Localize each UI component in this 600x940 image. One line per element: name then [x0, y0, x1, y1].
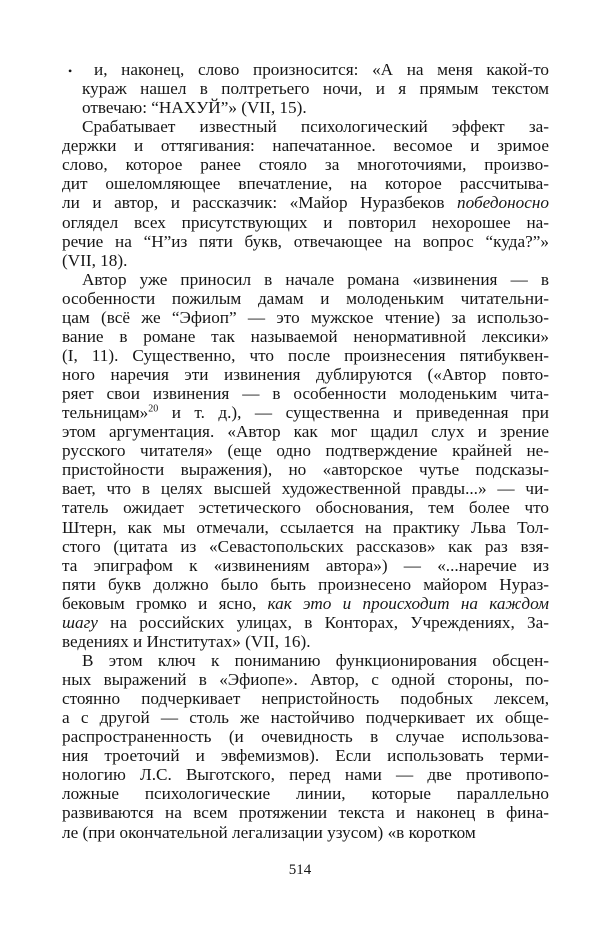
text-segment: и, наконец, слово произносится: «А на меня какой-то — [94, 60, 549, 79]
text-segment: кураж нашел в полтретьего ночи, и я прямым текстом — [82, 79, 549, 99]
text-line — [62, 575, 549, 594]
text-segment: ле (при окончательной легализации узусом) «в коротком — [62, 822, 476, 842]
text-line — [62, 479, 549, 498]
text-segment: оглядел всех присутствующих и повторил нехорошее на- — [62, 212, 549, 232]
text-segment: вание в романе так называемой ненормативной лексики» — [62, 326, 549, 346]
text-line — [62, 613, 549, 632]
text-segment: цам (всё же “Эфиоп” — это мужское чтение) за использо- — [62, 307, 549, 327]
text-line — [62, 384, 549, 403]
text-segment: развиваются на всем протяжении текста и наконец в фина- — [62, 803, 549, 823]
text-line — [62, 346, 549, 365]
text-segment: пяти букв должно было быть произнесено майором Нураз- — [62, 574, 549, 594]
text-line — [62, 308, 549, 327]
text-line — [62, 365, 549, 384]
text-segment: ряет свои извинения — в особенности молоденьким чита- — [62, 384, 549, 404]
text-segment: держки и оттягивания: напечатанное. весомое и зримое — [62, 136, 549, 156]
text-line — [62, 441, 549, 460]
text-segment: слово, которое ранее стояло за многоточиями, произво- — [62, 155, 549, 175]
text-segment: отвечаю: “НАХУЙ”» (VII, 15). — [82, 98, 307, 118]
text-segment: а с другой — столь же настойчиво подчеркивает их обще- — [62, 708, 549, 728]
text-line — [62, 422, 549, 441]
text-segment: дит ошеломляющее впечатление, на которое рассчитыва- — [62, 174, 549, 194]
text-line — [62, 727, 549, 746]
paragraph — [62, 270, 549, 651]
text-segment: та эпиграфом к «извинениям автора») — «...наречие из — [62, 555, 549, 575]
text-line — [62, 803, 549, 822]
text-segment: русского читателя» (еще одно подтверждение крайней не- — [62, 441, 549, 461]
bullet-item — [62, 60, 549, 117]
text-segment: В этом ключ к пониманию функционирования обсцен- — [82, 650, 549, 670]
text-segment: и т. д.), — существенна и приведенная при — [158, 403, 549, 423]
text-segment: вает, что в целях высшей художественной правды...» — чи- — [62, 479, 549, 499]
text-segment: на российских улицах, в Конторах, Учреждениях, За- — [97, 612, 549, 632]
text-line — [62, 670, 549, 689]
text-line — [62, 403, 549, 422]
text-line — [62, 174, 549, 193]
text-line — [62, 60, 549, 79]
text-segment: этом аргументация. «Автор как мог щадил слух и зрение — [62, 422, 549, 442]
text-line — [62, 117, 549, 136]
text-segment: Автор уже приносил в начале романа «извинения — в — [82, 269, 549, 289]
text-line — [62, 765, 549, 784]
italic-text: как это и происходит на каждом — [267, 593, 550, 613]
text-line — [62, 460, 549, 479]
text-segment: ложные психологические линии, которые параллельно — [62, 784, 549, 804]
text-segment: (I, 11). Существенно, что после произнесения пятибуквен- — [62, 345, 549, 365]
text-line — [62, 518, 549, 537]
text-segment: ных выражений в «Эфиопе». Автор, с одной стороны, по- — [62, 670, 549, 689]
paragraph — [62, 651, 549, 842]
text-line — [62, 594, 549, 613]
italic-text: победоносно — [457, 193, 549, 213]
text-segment: бековым громко и ясно, — [62, 593, 268, 613]
text-segment: ного наречия эти извинения дублируются («Автор повто- — [62, 365, 549, 384]
text-line — [62, 136, 549, 155]
text-line — [62, 746, 549, 765]
paragraph — [62, 117, 549, 270]
text-line — [62, 289, 549, 308]
text-line — [62, 270, 549, 289]
text-line — [62, 251, 549, 270]
text-line — [62, 327, 549, 346]
text-segment: нологию Л.С. Выготского, перед нами — две противопо- — [62, 765, 549, 785]
text-segment: ведениях и Институтах» (VII, 16). — [62, 631, 311, 651]
text-segment: ния троеточий и эвфемизмов). Если использовать терми- — [62, 746, 549, 766]
text-line — [62, 537, 549, 556]
page-number: 514 — [288, 862, 312, 878]
text-segment: (VII, 18). — [62, 250, 128, 270]
text-segment: тельницам» — [62, 403, 149, 423]
text-line — [62, 79, 549, 98]
text-line — [62, 193, 549, 212]
text-line — [62, 651, 549, 670]
text-line — [62, 98, 549, 117]
text-segment: пристойности выражения), но «авторское чутье подсказы- — [62, 460, 549, 480]
footnote-ref: 20 — [148, 403, 159, 415]
text-line — [62, 498, 549, 517]
text-segment: ли и автор, и рассказчик: «Майор Нуразбеков — [62, 193, 458, 213]
text-line — [62, 708, 549, 727]
text-segment: речие на “Н”из пяти букв, отвечающее на вопрос “куда?”» — [62, 231, 549, 251]
bullet-icon: • — [68, 64, 73, 78]
text-segment: особенности пожилым дамам и молоденьким читательни- — [62, 288, 549, 308]
text-segment: стого (цитата из «Севастопольских рассказов» как раз взя- — [62, 536, 549, 556]
text-line — [62, 784, 549, 803]
text-line — [62, 689, 549, 708]
text-line — [62, 556, 549, 575]
text-line — [62, 632, 549, 651]
page-body-text — [62, 60, 549, 842]
text-segment: Срабатывает известный психологический эффект за- — [82, 117, 549, 137]
italic-text: шагу — [62, 612, 98, 632]
text-line — [62, 232, 549, 251]
text-segment: Штерн, как мы отмечали, ссылается на практику Льва Тол- — [62, 517, 549, 537]
text-segment: татель ожидает эстетического обоснования, тем более что — [62, 498, 549, 518]
text-line — [62, 213, 549, 232]
text-segment: стоянно подчеркивает непристойность подобных лексем, — [62, 689, 549, 709]
text-line — [62, 823, 549, 842]
text-line — [62, 155, 549, 174]
text-segment: распространенность (и очевидность в случае использова- — [62, 727, 549, 747]
